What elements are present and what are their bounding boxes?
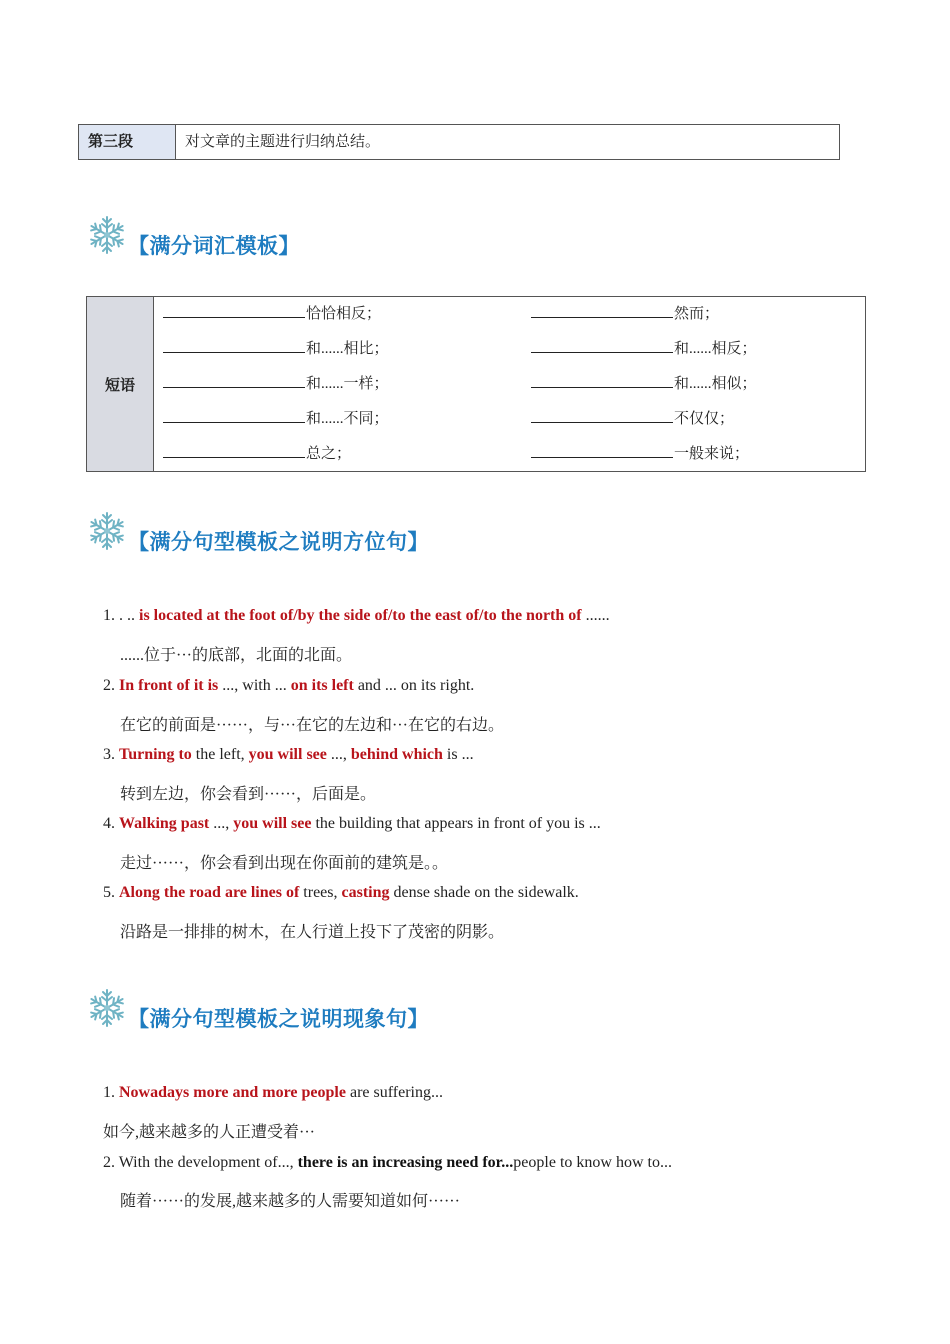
sentence-en: 5. Along the road are lines of trees, casting dense shade on the sidewalk.	[103, 884, 579, 901]
fill-blank[interactable]	[163, 373, 305, 388]
section-heading-location	[86, 506, 429, 556]
vocab-item: 和......相反；	[531, 337, 757, 358]
fill-blank[interactable]	[531, 338, 673, 353]
vocab-table	[86, 296, 866, 472]
sentence-cn: 如今,越来越多的人正遭受着···	[103, 1124, 315, 1141]
fill-blank[interactable]	[531, 408, 673, 423]
sentence-cn: 在它的前面是······，与···在它的左边和···在它的右边。	[120, 717, 504, 734]
vocab-item: 一般来说；	[531, 442, 749, 463]
snowflake-icon	[86, 987, 128, 1029]
section-title: 【满分词汇模板】	[128, 234, 300, 258]
vocab-item: 和......相比；	[163, 337, 389, 358]
vocab-item: 和......不同；	[163, 407, 389, 428]
section-title: 【满分句型模板之说明方位句】	[128, 530, 429, 554]
fill-blank[interactable]	[163, 408, 305, 423]
fill-blank[interactable]	[531, 443, 673, 458]
sentence-cn: 随着······的发展,越来越多的人需要知道如何······	[120, 1193, 460, 1210]
sentence-en: 4. Walking past ..., you will see the building that appears in front of you is ...	[103, 815, 601, 832]
stage-text: 对文章的主题进行归纳总结。	[185, 134, 381, 150]
sentence-cn: 沿路是一排排的树木，在人行道上投下了茂密的阴影。	[120, 924, 505, 941]
sentence-en: 1. . .. is located at the foot of/by the side of/to the east of/to the north of ......	[103, 607, 610, 624]
stage-table	[78, 124, 840, 160]
fill-blank[interactable]	[531, 303, 673, 318]
vocab-item: 不仅仅；	[531, 407, 734, 428]
section-title: 【满分句型模板之说明现象句】	[128, 1007, 429, 1031]
vocab-label: 短语	[87, 297, 154, 471]
sentence-en: 1. Nowadays more and more people are suffering...	[103, 1084, 443, 1101]
sentence-cn: 转到左边，你会看到······，后面是。	[120, 786, 376, 803]
fill-blank[interactable]	[163, 303, 305, 318]
fill-blank[interactable]	[531, 373, 673, 388]
sentence-en: 2. In front of it is ..., with ... on its left and ... on its right.	[103, 677, 475, 694]
vocab-item: 恰恰相反；	[163, 302, 381, 323]
snowflake-icon	[86, 214, 128, 256]
sentence-cn: ......位于···的底部，北面的北面。	[120, 647, 352, 664]
snowflake-icon	[86, 510, 128, 552]
sentence-cn: 走过······，你会看到出现在你面前的建筑是。。	[120, 855, 448, 872]
vocab-grid	[154, 297, 865, 471]
section-heading-vocab	[86, 210, 300, 260]
vocab-item: 然而；	[531, 302, 719, 323]
sentence-en: 3. Turning to the left, you will see ..., behind which is ...	[103, 746, 474, 763]
vocab-item: 和......一样；	[163, 372, 389, 393]
vocab-item: 总之；	[163, 442, 351, 463]
fill-blank[interactable]	[163, 338, 305, 353]
section-heading-phenomenon	[86, 983, 429, 1033]
vocab-item: 和......相似；	[531, 372, 757, 393]
sentence-en: 2. With the development of..., there is an increasing need for...people to know how to...	[103, 1154, 672, 1171]
stage-label: 第三段	[79, 125, 176, 159]
fill-blank[interactable]	[163, 443, 305, 458]
